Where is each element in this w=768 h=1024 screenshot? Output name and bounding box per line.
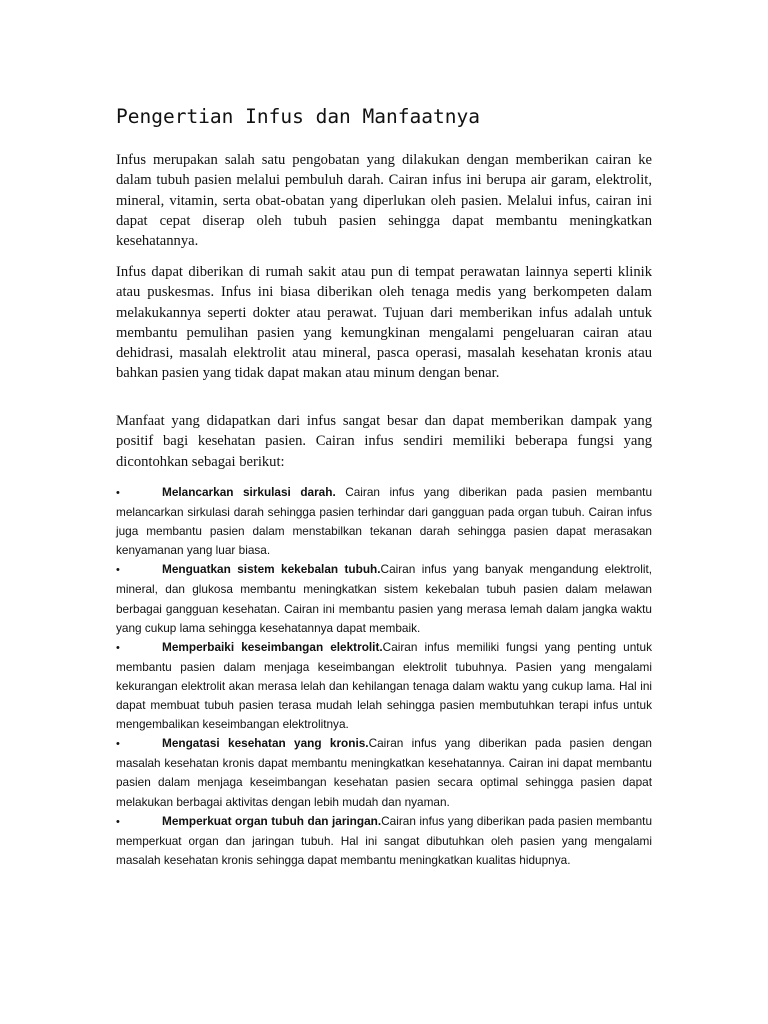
list-item-heading: Melancarkan sirkulasi darah. <box>162 485 336 499</box>
paragraph-definition: Infus merupakan salah satu pengobatan yang dilakukan dengan memberikan cairan ke dalam tubuh pasien melalui pembuluh darah. Cairan infus ini berupa air garam, elektrolit, mineral, vitamin, serta obat-obatan yang diperlukan oleh pasien. Melalui infus, cairan ini dapat cepat diserap oleh tubuh pasien sehingga dapat membantu meningkatkan kesehatannya. <box>116 152 652 250</box>
paragraph-administration: Infus dapat diberikan di rumah sakit atau pun di tempat perawatan lainnya seperti klinik atau puskesmas. Infus ini biasa diberikan oleh tenaga medis yang berkompeten dalam melakukannya seperti dokter atau perawat. Tujuan dari memberikan infus adalah untuk membantu pemulihan pasien yang kemungkinan mengalami pengeluaran cairan atau dehidrasi, masalah elektrolit atau mineral, pasca operasi, masalah kesehatan kronis atau bahkan pasien yang tidak dapat makan atau minum dengan benar. <box>116 264 652 382</box>
list-item <box>116 483 652 560</box>
list-item <box>116 560 652 637</box>
bullet-icon: • <box>116 487 120 499</box>
list-item-text: Cairan infus yang diberikan pada pasien dengan masalah kesehatan kronis dapat membantu meningkatkan kesehatannya. Cairan ini dapat membantu pasien dalam menjaga keseimbangan kesehatan pasien secara optimal sehingga pasien dapat melakukan berbagai aktivitas dengan lebih mudah dan nyaman. <box>116 736 652 809</box>
document-title: Pengertian Infus dan Manfaatnya <box>116 105 480 128</box>
list-item-heading: Memperbaiki keseimbangan elektrolit. <box>162 639 383 654</box>
bullet-icon: • <box>116 641 120 654</box>
bullet-icon: • <box>116 815 120 828</box>
list-item-text: Cairan infus yang diberikan pada pasien membantu melancarkan sirkulasi darah sehingga pasien terhindar dari gangguan pada organ tubuh. Cairan infus juga membantu pasien dalam menstabilkan tekanan darah sehingga pasien dapat merasakan kenyamanan yang luar biasa. <box>116 485 653 558</box>
bullet-icon: • <box>116 738 120 751</box>
benefits-list <box>116 483 652 870</box>
list-item-heading: Memperkuat organ tubuh dan jaringan. <box>162 813 382 828</box>
list-item-heading: Menguatkan sistem kekebalan tubuh. <box>162 562 381 577</box>
paragraph-benefits-intro: Manfaat yang didapatkan dari infus sangat besar dan dapat memberikan dampak yang positif bagi kesehatan pasien. Cairan infus sendiri memiliki beberapa fungsi yang dicontohkan sebagai berikut: <box>116 413 652 470</box>
list-item-text: Cairan infus memiliki fungsi yang penting untuk membantu pasien dalam menjaga keseimbangan elektrolit tubuhnya. Pasien yang mengalami kekurangan elektrolit akan merasa lelah dan kehilangan tenaga dalam waktu yang cukup lama. Hal ini dapat membuat tubuh pasien terasa mudah lelah sehingga pasien membutuhkan terapi infus untuk mengembalikan keseimbangan elektrolitnya. <box>116 639 652 732</box>
list-item <box>116 638 652 734</box>
list-item-heading: Mengatasi kesehatan yang kronis. <box>162 736 369 751</box>
list-item-text: Cairan infus yang banyak mengandung elektrolit, mineral, dan glukosa membantu meningkatkan sistem kekebalan tubuh pasien dalam melawan berbagai gangguan kesehatan. Cairan ini membantu pasien yang merasa lemah dalam jangka waktu yang cukup lama sehingga kesehatannya dapat membaik. <box>116 562 652 635</box>
list-item <box>116 812 652 870</box>
list-item-text: Cairan infus yang diberikan pada pasien membantu memperkuat organ dan jaringan tubuh. Hal ini sangat dibutuhkan oleh pasien yang mengalami masalah kesehatan kronis sehingga dapat membantu meningkatkan kualitas hidupnya. <box>116 813 653 867</box>
bullet-icon: • <box>116 564 120 577</box>
list-item <box>116 734 652 811</box>
